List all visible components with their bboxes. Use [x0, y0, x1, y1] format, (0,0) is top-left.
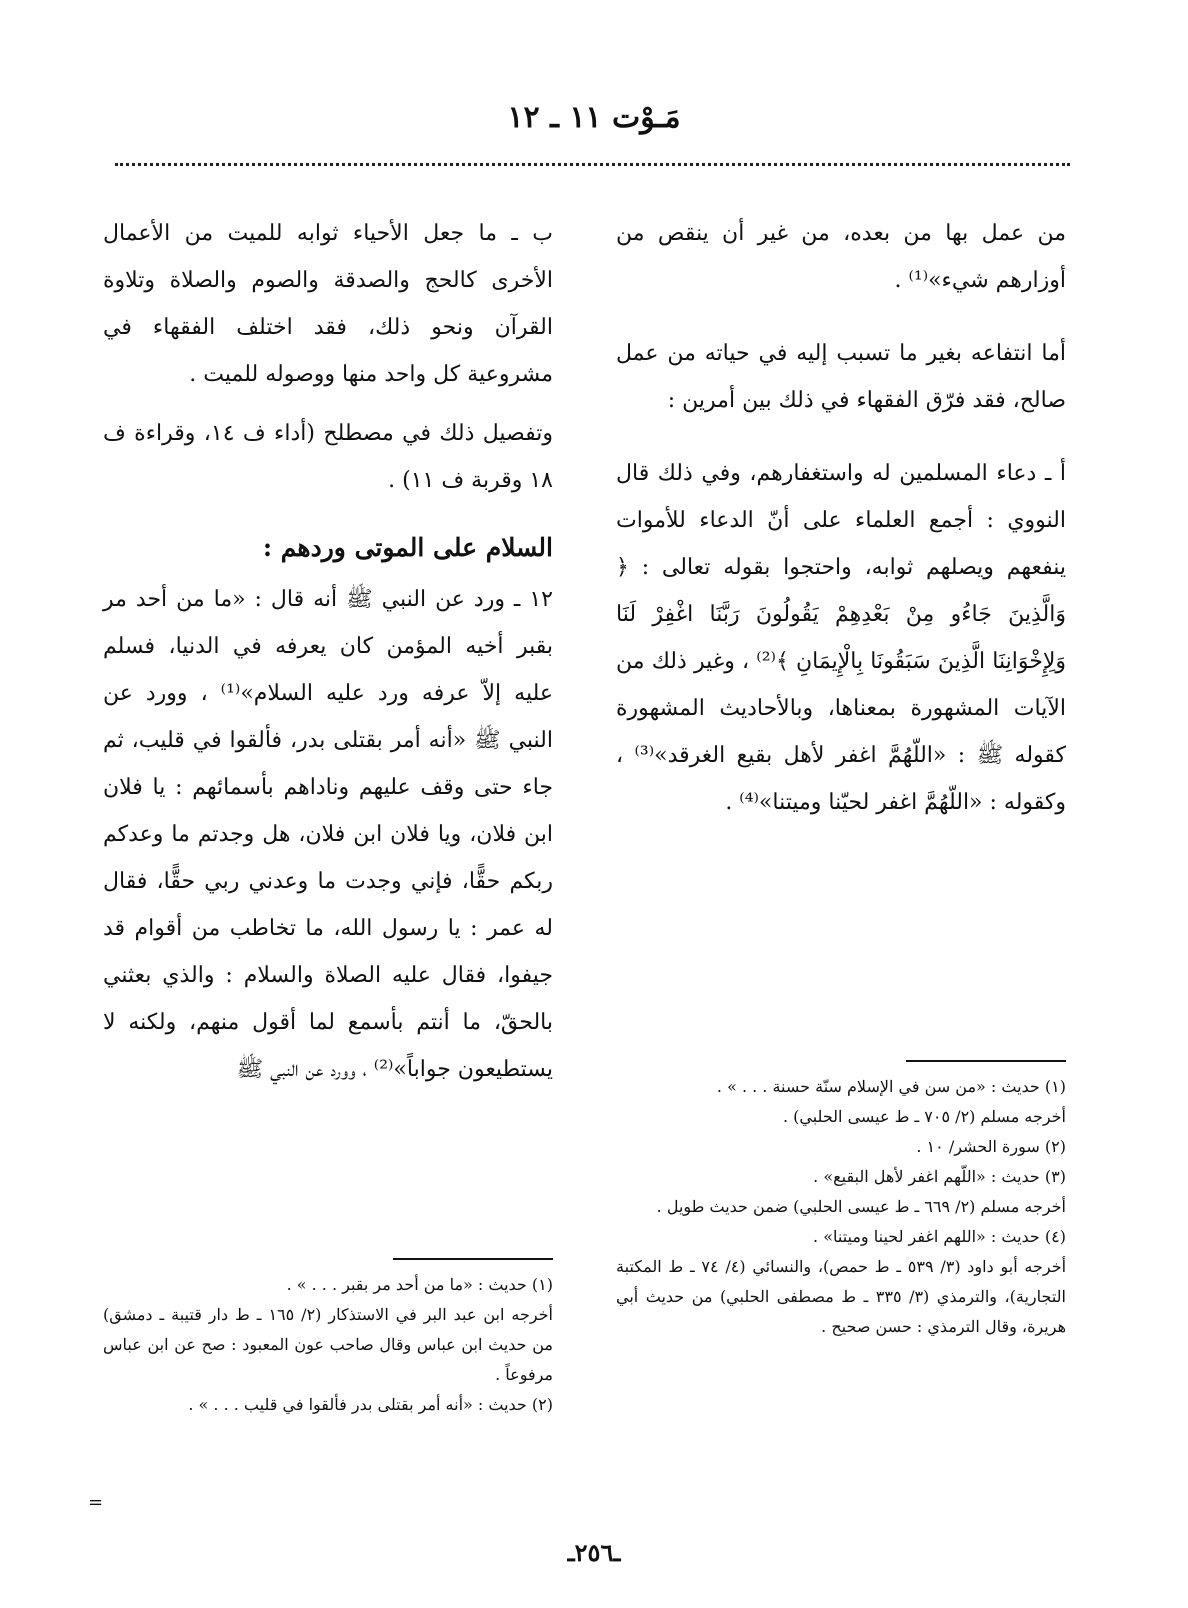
continuation-mark: = — [88, 1492, 104, 1513]
paragraph: ١٢ ـ ورد عن النبي ﷺ أنه قال : «ما من أحد مر بقبر أخيه المؤمن كان يعرفه في الدنيا، فسلم عليه إلاّ عرفه ورد عليه السلام»⁽¹⁾ ، وورد عن النبي ﷺ «أنه أمر بقتلى بدر، فألقوا في قليب، ثم جاء حتى وقف عليهم وناداهم بأسمائهم : يا فلان ابن فلان، ويا فلان ابن فلان، هل وجدتم ما وعدكم ربكم حقًّا، فإني وجدت ما وعدني ربي حقًّا، فقال له عمر : يا رسول الله، ما تخاطب من أقوام قد جيفوا، فقال عليه الصلاة والسلام : والذي بعثني بالحقّ، ما أنتم بأسمع لما أقول منهم، ولكنه لا يستطيعون جواباً»⁽²⁾ ، وورد عن النبي ﷺ — [103, 587, 553, 1082]
paragraph: ب ـ ما جعل الأحياء ثوابه للميت من الأعمال الأخرى كالحج والصدقة والصوم والصلاة وتلاوة القرآن ونحو ذلك، فقد اختلف الفقهاء في مشروعية كل واحد منها ووصوله للميت . — [103, 221, 553, 387]
paragraph: وتفصيل ذلك في مصطلح (أداء ف ١٤، وقراءة ف ١٨ وقربة ف ١١) . — [103, 421, 553, 493]
footnote: (٤) حديث : «اللهم اغفر لحينا وميتنا» . — [813, 1227, 1066, 1246]
left-column-body — [103, 210, 553, 1093]
right-column-footnotes — [616, 1052, 1066, 1342]
running-header-title: مَـوْت ١١ ـ ١٢ — [507, 100, 681, 135]
page-number: ـ٢٥٦ـ — [567, 1538, 621, 1567]
header-dotted-rule — [115, 163, 1070, 166]
section-heading: السلام على الموتى وردهم : — [262, 533, 553, 562]
left-column — [103, 210, 553, 1414]
right-column-body — [616, 210, 1066, 826]
footnote: (١) حديث : «ما من أحد مر بقبر . . . » . — [286, 1275, 553, 1294]
footnote-divider — [906, 1060, 1066, 1062]
footnote-divider — [393, 1258, 553, 1260]
right-column — [616, 210, 1067, 1336]
footnote: (١) حديث : «من سن في الإسلام سنّة حسنة . . . » . — [716, 1077, 1066, 1096]
left-column-footnotes — [103, 1250, 553, 1420]
footnote-source: أخرجه مسلم (٢/ ٦٦٩ ـ ط عيسى الحلبي) ضمن حديث طويل . — [656, 1197, 1066, 1216]
paragraph: أ ـ دعاء المسلمين له واستغفارهم، وفي ذلك قال النووي : أجمع العلماء على أنّ الدعاء للأموات ينفعهم ويصلهم ثوابه، واحتجوا بقوله تعالى : ﴿ وَالَّذِينَ جَاءُو مِنْ بَعْدِهِمْ يَقُولُونَ رَبَّنَا اغْفِرْ لَنَا وَلِإِخْوَانِنَا الَّذِينَ سَبَقُونَا بِالْإِيمَانِ ﴾⁽²⁾ ، وغير ذلك من الآيات المشهورة بمعناها، وبالأحاديث المشهورة كقوله ﷺ : «اللّهُمَّ اغفر لأهل بقيع الغرقد»⁽³⁾ ، وكقوله : «اللّهُمَّ اغفر لحيّنا وميتنا»⁽⁴⁾ . — [616, 461, 1066, 815]
footnote-source: أخرجه ابن عبد البر في الاستذكار (٢/ ١٦٥ ـ ط دار قتيبة ـ دمشق) من حديث ابن عباس وقال صاحب عون المعبود : صح عن ابن عباس مرفوعاً . — [103, 1305, 553, 1384]
footnote: (٢) سورة الحشر/ ١٠ . — [916, 1137, 1066, 1156]
paragraph: أما انتفاعه بغير ما تسبب إليه في حياته من عمل صالح، فقد فرّق الفقهاء في ذلك بين أمرين : — [616, 341, 1066, 413]
footnote: (٢) حديث : «أنه أمر بقتلى بدر فألقوا في قليب . . . » . — [188, 1395, 553, 1414]
footnote-source: أخرجه مسلم (٢/ ٧٠٥ ـ ط عيسى الحلبي) . — [782, 1107, 1066, 1126]
footnote: (٣) حديث : «اللّهم اغفر لأهل البقيع» . — [813, 1167, 1066, 1186]
footnote-source: أخرجه أبو داود (٣/ ٥٣٩ ـ ط حمص)، والنسائي (٤/ ٧٤ ـ ط المكتبة التجارية)، والترمذي (٣/ ٣٣٥ ـ ط مصطفى الحلبي) من حديث أبي هريرة، وقال الترمذي : حسن صحيح . — [616, 1257, 1067, 1336]
paragraph: من عمل بها من بعده، من غير أن ينقص من أوزارهم شيء»⁽¹⁾ . — [616, 221, 1066, 293]
